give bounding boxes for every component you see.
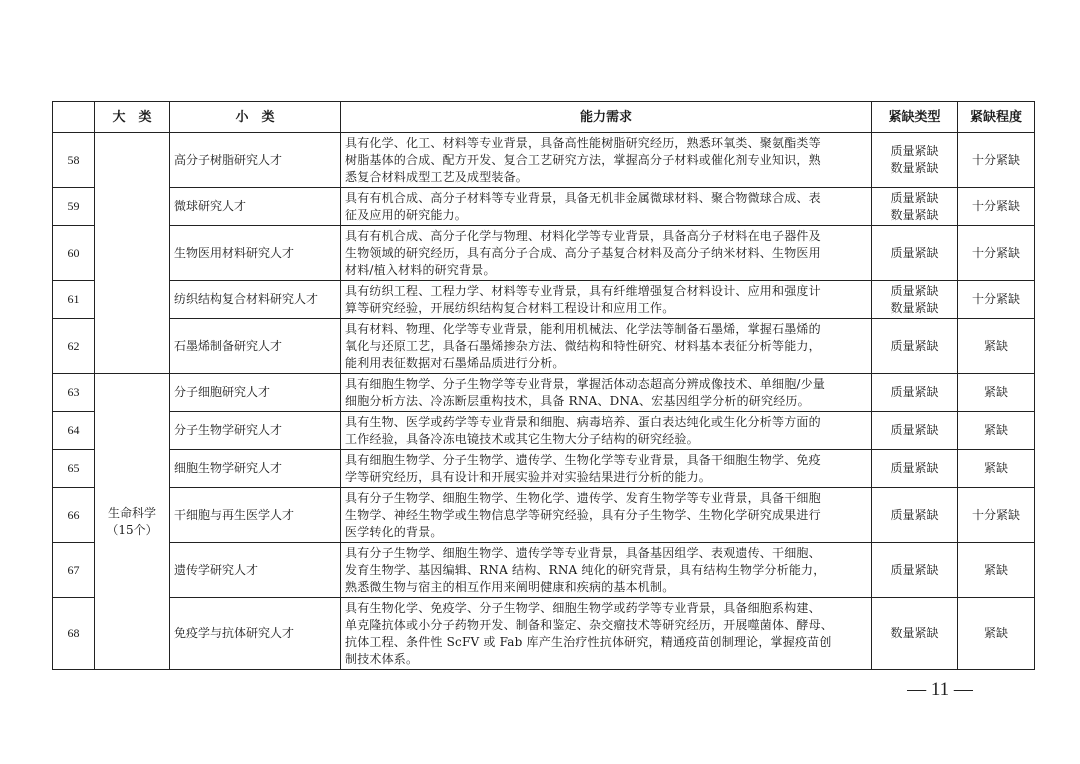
table-row bbox=[53, 598, 1035, 670]
shortage-type-cell bbox=[872, 226, 958, 281]
shortage-type-label: 质量紧缺 bbox=[890, 423, 939, 437]
requirements-line: 具有生物化学、免疫学、分子生物学、细胞生物学或药学等专业背景，具备细胞系构建、 bbox=[345, 600, 821, 615]
shortage-type-cell bbox=[872, 374, 958, 412]
shortage-type-cell bbox=[872, 319, 958, 374]
requirements-line: 抗体工程、条件性 ScFV 或 Fab 库产生治疗性抗体研究，精通疫苗创制理论，掌握疫苗创 bbox=[345, 634, 832, 649]
requirements-cell bbox=[341, 488, 872, 543]
header-requirements: 能力需求 bbox=[341, 102, 872, 133]
shortage-type-label: 数量紧缺 bbox=[890, 207, 939, 222]
table-body bbox=[53, 133, 1035, 670]
requirements-line: 熟悉微生物与宿主的相互作用来阐明健康和疾病的基本机制。 bbox=[345, 579, 675, 594]
shortage-degree-cell: 十分紧缺 bbox=[958, 188, 1035, 226]
shortage-degree-cell: 紧缺 bbox=[958, 412, 1035, 450]
table-row bbox=[53, 133, 1035, 188]
requirements-line: 具有生物、医学或药学等专业背景和细胞、病毒培养、蛋白表达纯化或生化分析等方面的 bbox=[345, 414, 821, 429]
shortage-type-cell bbox=[872, 543, 958, 598]
shortage-type-label: 数量紧缺 bbox=[890, 161, 939, 175]
header-shortage-type: 紧缺类型 bbox=[872, 102, 958, 133]
shortage-type-label: 数量紧缺 bbox=[890, 300, 939, 315]
shortage-type-cell bbox=[872, 488, 958, 543]
shortage-type-label: 质量紧缺 bbox=[890, 507, 939, 522]
requirements-line: 细胞分析方法、冷冻断层重构技术，具备 RNA、DNA、宏基因组学分析的研究经历。 bbox=[345, 393, 810, 408]
requirements-cell bbox=[341, 450, 872, 488]
requirements-line: 具有有机合成、高分子材料等专业背景，具备无机非金属微球材料、聚合物微球合成、表 bbox=[345, 190, 821, 205]
requirements-line: 具有细胞生物学、分子生物学等专业背景，掌握活体动态超高分辨成像技术、单细胞/少量 bbox=[345, 376, 826, 391]
table-row bbox=[53, 374, 1035, 412]
shortage-type-cell bbox=[872, 133, 958, 188]
row-number: 66 bbox=[53, 488, 95, 543]
requirements-line: 制技术体系。 bbox=[345, 651, 419, 666]
category-cell-empty bbox=[95, 133, 170, 374]
requirements-line: 单克隆抗体或小分子药物开发、制备和鉴定、杂交瘤技术等研究经历，开展噬菌体、酵母、 bbox=[345, 617, 834, 632]
shortage-type-label: 质量紧缺 bbox=[890, 461, 939, 475]
subcategory-cell: 遗传学研究人才 bbox=[170, 543, 341, 598]
table-row bbox=[53, 543, 1035, 598]
header-index bbox=[53, 102, 95, 133]
requirements-line: 发育生物学、基因编辑、RNA 结构、RNA 纯化的研究背景，具有结构生物学分析能力， bbox=[345, 562, 826, 577]
requirements-line: 工作经验，具备冷冻电镜技术或其它生物大分子结构的研究经验。 bbox=[345, 431, 699, 446]
row-number: 62 bbox=[53, 319, 95, 374]
shortage-type-label: 质量紧缺 bbox=[890, 385, 939, 399]
shortage-degree-cell: 紧缺 bbox=[958, 450, 1035, 488]
row-number: 68 bbox=[53, 598, 95, 670]
subcategory-cell: 细胞生物学研究人才 bbox=[170, 450, 341, 488]
requirements-line: 能利用表征数据对石墨烯品质进行分析。 bbox=[345, 355, 565, 370]
row-number: 61 bbox=[53, 281, 95, 319]
shortage-type-cell bbox=[872, 188, 958, 226]
subcategory-cell: 分子细胞研究人才 bbox=[170, 374, 341, 412]
shortage-type-label: 数量紧缺 bbox=[890, 626, 939, 640]
header-shortage-degree: 紧缺程度 bbox=[958, 102, 1035, 133]
shortage-type-label: 质量紧缺 bbox=[890, 562, 939, 577]
table-row bbox=[53, 450, 1035, 488]
row-number: 64 bbox=[53, 412, 95, 450]
shortage-type-label: 质量紧缺 bbox=[890, 190, 939, 205]
category-cell bbox=[95, 374, 170, 670]
requirements-cell bbox=[341, 543, 872, 598]
row-number: 58 bbox=[53, 133, 95, 188]
table-row bbox=[53, 488, 1035, 543]
shortage-type-label: 质量紧缺 bbox=[890, 144, 939, 158]
row-number: 59 bbox=[53, 188, 95, 226]
row-number: 63 bbox=[53, 374, 95, 412]
requirements-cell bbox=[341, 281, 872, 319]
shortage-degree-cell: 十分紧缺 bbox=[958, 226, 1035, 281]
table-row bbox=[53, 281, 1035, 319]
requirements-line: 具有化学、化工、材料等专业背景，具备高性能树脂研究经历，熟悉环氧类、聚氨酯类等 bbox=[345, 135, 821, 150]
requirements-line: 氧化与还原工艺，具备石墨烯掺杂方法、微结构和特性研究、材料基本表征分析等能力， bbox=[345, 338, 821, 353]
shortage-type-label: 质量紧缺 bbox=[890, 245, 939, 260]
requirements-line: 具有分子生物学、细胞生物学、生物化学、遗传学、发育生物学等专业背景，具备干细胞 bbox=[345, 490, 821, 505]
requirements-cell bbox=[341, 319, 872, 374]
row-number: 65 bbox=[53, 450, 95, 488]
requirements-line: 具有有机合成、高分子化学与物理、材料化学等专业背景，具备高分子材料在电子器件及 bbox=[345, 228, 821, 243]
requirements-line: 具有细胞生物学、分子生物学、遗传学、生物化学等专业背景，具备干细胞生物学、免疫 bbox=[345, 452, 821, 467]
requirements-line: 学等研究经历，具有设计和开展实验并对实验结果进行分析的能力。 bbox=[345, 469, 712, 484]
shortage-degree-cell: 十分紧缺 bbox=[958, 133, 1035, 188]
requirements-line: 树脂基体的合成、配方开发、复合工艺研究方法，掌握高分子材料或催化剂专业知识，熟 bbox=[345, 152, 821, 167]
category-count: （15个） bbox=[106, 522, 158, 537]
subcategory-cell: 生物医用材料研究人才 bbox=[170, 226, 341, 281]
subcategory-cell: 石墨烯制备研究人才 bbox=[170, 319, 341, 374]
requirements-line: 具有材料、物理、化学等专业背景，能利用机械法、化学法等制备石墨烯，掌握石墨烯的 bbox=[345, 321, 821, 336]
shortage-degree-cell: 十分紧缺 bbox=[958, 281, 1035, 319]
requirements-cell bbox=[341, 412, 872, 450]
requirements-cell bbox=[341, 226, 872, 281]
requirements-line: 生物领域的研究经历，具有高分子合成、高分子基复合材料及高分子纳米材料、生物医用 bbox=[345, 245, 821, 260]
shortage-type-cell bbox=[872, 598, 958, 670]
requirements-line: 生物学、神经生物学或生物信息学等研究经验，具有分子生物学、生物化学研究成果进行 bbox=[345, 507, 821, 522]
header-subcategory: 小 类 bbox=[170, 102, 341, 133]
header-category: 大 类 bbox=[95, 102, 170, 133]
shortage-degree-cell: 紧缺 bbox=[958, 374, 1035, 412]
shortage-type-label: 质量紧缺 bbox=[890, 283, 939, 298]
category-name: 生命科学 bbox=[107, 505, 156, 520]
requirements-cell bbox=[341, 133, 872, 188]
table-row bbox=[53, 188, 1035, 226]
subcategory-cell: 干细胞与再生医学人才 bbox=[170, 488, 341, 543]
requirements-line: 征及应用的研究能力。 bbox=[345, 207, 468, 222]
requirements-line: 算等研究经验，开展纺织结构复合材料工程设计和应用工作。 bbox=[345, 300, 675, 315]
subcategory-cell: 微球研究人才 bbox=[170, 188, 341, 226]
shortage-degree-cell: 十分紧缺 bbox=[958, 488, 1035, 543]
table-row bbox=[53, 226, 1035, 281]
shortage-type-label: 质量紧缺 bbox=[890, 338, 939, 353]
table-row bbox=[53, 412, 1035, 450]
requirements-line: 具有分子生物学、细胞生物学、遗传学等专业背景，具备基因组学、表观遗传、干细胞、 bbox=[345, 545, 821, 560]
subcategory-cell: 免疫学与抗体研究人才 bbox=[170, 598, 341, 670]
row-number: 67 bbox=[53, 543, 95, 598]
requirements-line: 材料/植入材料的研究背景。 bbox=[345, 262, 496, 277]
requirements-cell bbox=[341, 374, 872, 412]
page-number: — 11 — bbox=[907, 679, 973, 700]
shortage-degree-cell: 紧缺 bbox=[958, 598, 1035, 670]
requirements-cell bbox=[341, 598, 872, 670]
subcategory-cell: 分子生物学研究人才 bbox=[170, 412, 341, 450]
requirements-line: 具有纺织工程、工程力学、材料等专业背景，具有纤维增强复合材料设计、应用和强度计 bbox=[345, 283, 821, 298]
table-header-row bbox=[53, 102, 1035, 133]
shortage-degree-cell: 紧缺 bbox=[958, 319, 1035, 374]
row-number: 60 bbox=[53, 226, 95, 281]
requirements-line: 医学转化的背景。 bbox=[345, 524, 443, 539]
shortage-type-cell bbox=[872, 412, 958, 450]
talent-shortage-table bbox=[52, 101, 1035, 670]
subcategory-cell: 高分子树脂研究人才 bbox=[170, 133, 341, 188]
shortage-type-cell bbox=[872, 450, 958, 488]
requirements-line: 悉复合材料成型工艺及成型装备。 bbox=[345, 169, 529, 184]
subcategory-cell: 纺织结构复合材料研究人才 bbox=[170, 281, 341, 319]
table-row bbox=[53, 319, 1035, 374]
shortage-type-cell bbox=[872, 281, 958, 319]
requirements-cell bbox=[341, 188, 872, 226]
shortage-degree-cell: 紧缺 bbox=[958, 543, 1035, 598]
